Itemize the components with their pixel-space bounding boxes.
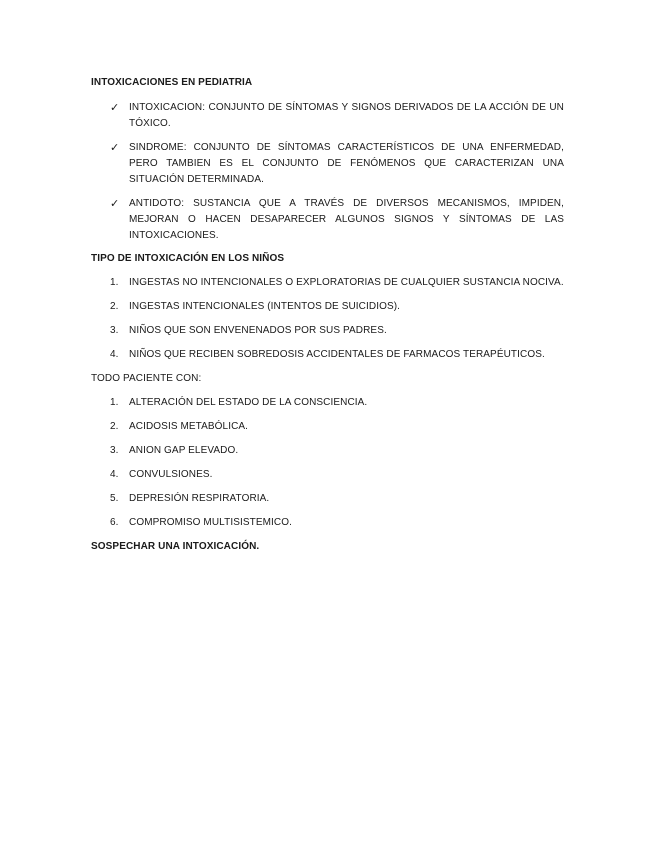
list-number: 1. (110, 277, 119, 288)
conclusion-text: SOSPECHAR UNA INTOXICACIÓN. (91, 541, 260, 552)
list-number: 2. (110, 301, 119, 312)
list-text: ANION GAP ELEVADO. (129, 445, 239, 456)
list-text: NIÑOS QUE SON ENVENENADOS POR SUS PADRES. (129, 325, 387, 336)
definition-text: ANTIDOTO: SUSTANCIA QUE A TRAVÉS DE DIVERSOS MECANISMOS, IMPIDEN, MEJORAN O HACEN DESAPARECER ALGUNOS SIGNOS Y SÍNTOMAS DE LAS INTOXICACIONES. (129, 198, 564, 241)
definition-item (91, 196, 564, 244)
definition-item (91, 140, 564, 188)
list-item (91, 324, 564, 338)
checkmark-icon: ✓ (110, 197, 120, 210)
intoxication-types-list (91, 276, 564, 362)
list-number: 1. (110, 397, 119, 408)
list-number: 3. (110, 325, 119, 336)
list-item (91, 276, 564, 290)
document-page (91, 76, 564, 554)
list-text: INGESTAS INTENCIONALES (INTENTOS DE SUICIDIOS). (129, 301, 401, 312)
list-item (91, 468, 564, 482)
list-text: ACIDOSIS METABÓLICA. (129, 421, 249, 432)
definitions-list (91, 100, 564, 244)
list-text: CONVULSIONES. (129, 469, 213, 480)
list-number: 4. (110, 349, 119, 360)
list-item (91, 516, 564, 530)
list-number: 4. (110, 469, 119, 480)
list-item (91, 444, 564, 458)
list-item (91, 396, 564, 410)
list-item (91, 492, 564, 506)
checkmark-icon: ✓ (110, 141, 120, 154)
document-title: INTOXICACIONES EN PEDIATRIA (91, 77, 253, 88)
list-text: INGESTAS NO INTENCIONALES O EXPLORATORIAS DE CUALQUIER SUSTANCIA NOCIVA. (129, 277, 564, 288)
checkmark-icon: ✓ (110, 101, 120, 114)
list-number: 2. (110, 421, 119, 432)
list-text: ALTERACIÓN DEL ESTADO DE LA CONSCIENCIA. (129, 397, 368, 408)
section-heading-patient: TODO PACIENTE CON: (91, 373, 202, 384)
list-number: 6. (110, 517, 119, 528)
list-number: 5. (110, 493, 119, 504)
definition-text: INTOXICACION: CONJUNTO DE SÍNTOMAS Y SIGNOS DERIVADOS DE LA ACCIÓN DE UN TÓXICO. (129, 102, 564, 129)
list-number: 3. (110, 445, 119, 456)
section-heading-intoxication-types: TIPO DE INTOXICACIÓN EN LOS NIÑOS (91, 253, 285, 264)
list-text: COMPROMISO MULTISISTEMICO. (129, 517, 292, 528)
list-text: DEPRESIÓN RESPIRATORIA. (129, 493, 270, 504)
list-item (91, 348, 564, 362)
list-item (91, 300, 564, 314)
definition-text: SINDROME: CONJUNTO DE SÍNTOMAS CARACTERÍSTICOS DE UNA ENFERMEDAD, PERO TAMBIEN ES EL CONJUNTO DE FENÓMENOS QUE CARACTERIZAN UNA SITUACIÓN DETERMINADA. (129, 142, 564, 185)
list-text: NIÑOS QUE RECIBEN SOBREDOSIS ACCIDENTALES DE FARMACOS TERAPÉUTICOS. (129, 349, 545, 360)
list-item (91, 420, 564, 434)
patient-signs-list (91, 396, 564, 530)
definition-item (91, 100, 564, 132)
